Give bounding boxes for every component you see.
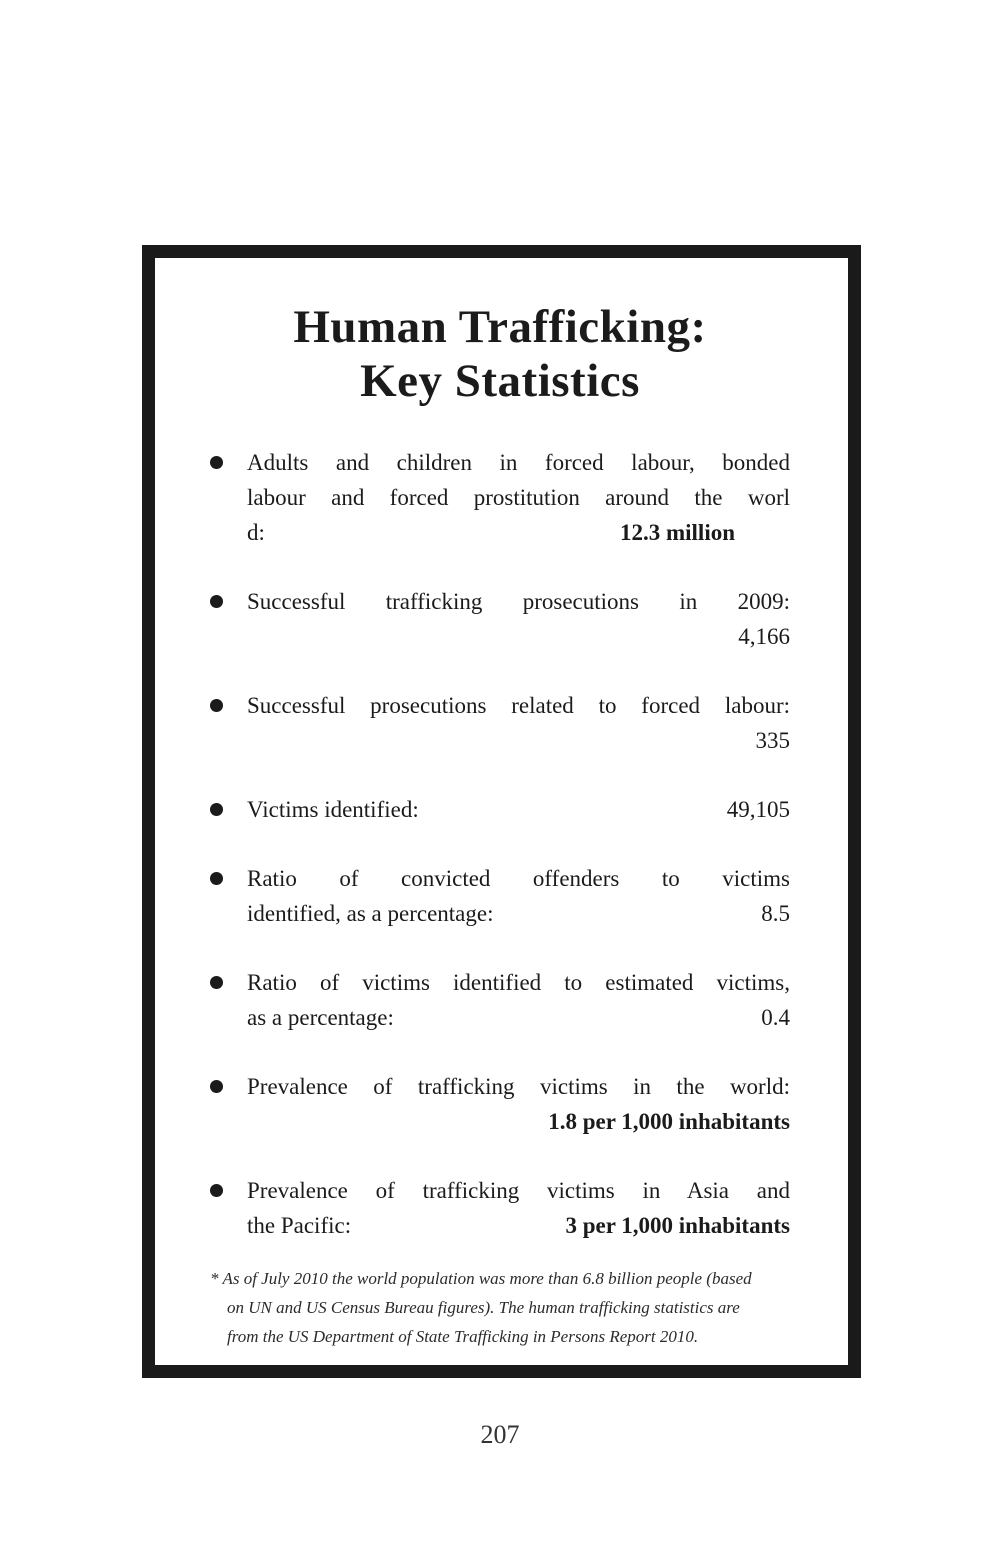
stat-text: Successful trafficking prosecutions in 2009:: [247, 589, 790, 614]
stat-value: 1.8 per 1,000 inhabitants: [548, 1109, 790, 1134]
bullet-icon: [210, 699, 223, 712]
stat-text: Ratio of convicted offenders to victims: [247, 866, 790, 891]
stat-item-content: [247, 688, 790, 758]
stat-line: [247, 515, 790, 550]
stat-item: [210, 792, 790, 827]
stat-item: [210, 1069, 790, 1139]
stat-item-content: [247, 965, 790, 1035]
stat-line: [247, 1208, 790, 1243]
stat-item-content: [247, 792, 790, 827]
stat-text: Prevalence of trafficking victims in Asia and: [247, 1178, 790, 1203]
stat-line: [247, 688, 790, 723]
stat-text: as a percentage:: [247, 1005, 394, 1030]
stat-line: [247, 723, 790, 758]
stat-item-content: [247, 1069, 790, 1139]
stat-text: the Pacific:: [247, 1213, 352, 1238]
stat-item-content: [247, 445, 790, 550]
footnote-line: from the US Department of State Trafficking in Persons Report 2010.: [227, 1327, 699, 1346]
stat-text: Victims identified:: [247, 797, 419, 822]
stat-text: labour and forced prostitution around the worl: [247, 485, 790, 510]
stat-line: [247, 1069, 790, 1104]
stat-item-content: [247, 1173, 790, 1243]
stat-item-content: [247, 584, 790, 654]
bullet-icon: [210, 976, 223, 989]
stat-value: 8.5: [761, 901, 790, 926]
stat-item: [210, 688, 790, 758]
stat-value: 49,105: [726, 797, 790, 822]
stat-item-content: [247, 861, 790, 931]
stat-text: Adults and children in forced labour, bonded: [247, 450, 790, 475]
bullet-icon: [210, 456, 223, 469]
stat-line: [247, 965, 790, 1000]
statistics-box: [142, 245, 861, 1378]
stat-line: [247, 1000, 790, 1035]
bullet-icon: [210, 1184, 223, 1197]
stat-line: [247, 619, 790, 654]
stat-line: [247, 896, 790, 931]
title-line-1: Human Trafficking:: [293, 301, 707, 353]
stat-line: [247, 861, 790, 896]
stat-text: Ratio of victims identified to estimated victims,: [247, 970, 790, 995]
stat-value: 335: [755, 728, 790, 753]
box-title: [210, 300, 790, 408]
stat-item: [210, 965, 790, 1035]
bullet-icon: [210, 872, 223, 885]
stat-item: [210, 861, 790, 931]
stat-value: 4,166: [738, 624, 790, 649]
bullet-icon: [210, 595, 223, 608]
title-line-2: Key Statistics: [360, 355, 640, 407]
stat-value: 3 per 1,000 inhabitants: [565, 1213, 790, 1238]
stat-line: [247, 584, 790, 619]
stat-text: Successful prosecutions related to forced labour:: [247, 693, 790, 718]
stat-text: Prevalence of trafficking victims in the world:: [247, 1074, 790, 1099]
stat-line: [247, 480, 790, 515]
stat-line: [247, 1173, 790, 1208]
stat-value: 0.4: [761, 1005, 790, 1030]
stat-line: [247, 792, 790, 827]
statistics-list: [210, 445, 790, 1243]
stat-item: [210, 445, 790, 550]
stat-item: [210, 1173, 790, 1243]
bullet-icon: [210, 803, 223, 816]
footnote-line: on UN and US Census Bureau figures). The human trafficking statistics are: [227, 1298, 740, 1317]
stat-line: [247, 445, 790, 480]
stat-value: 12.3 million: [619, 520, 735, 545]
stat-item: [210, 584, 790, 654]
bullet-icon: [210, 1080, 223, 1093]
stat-text: d:: [247, 520, 265, 545]
stat-line: [247, 1104, 790, 1139]
footnote-line: * As of July 2010 the world population was more than 6.8 billion people (based: [210, 1269, 752, 1288]
footnote: [210, 1264, 790, 1351]
stat-text: identified, as a percentage:: [247, 901, 494, 926]
page-number: 207: [480, 1420, 520, 1449]
